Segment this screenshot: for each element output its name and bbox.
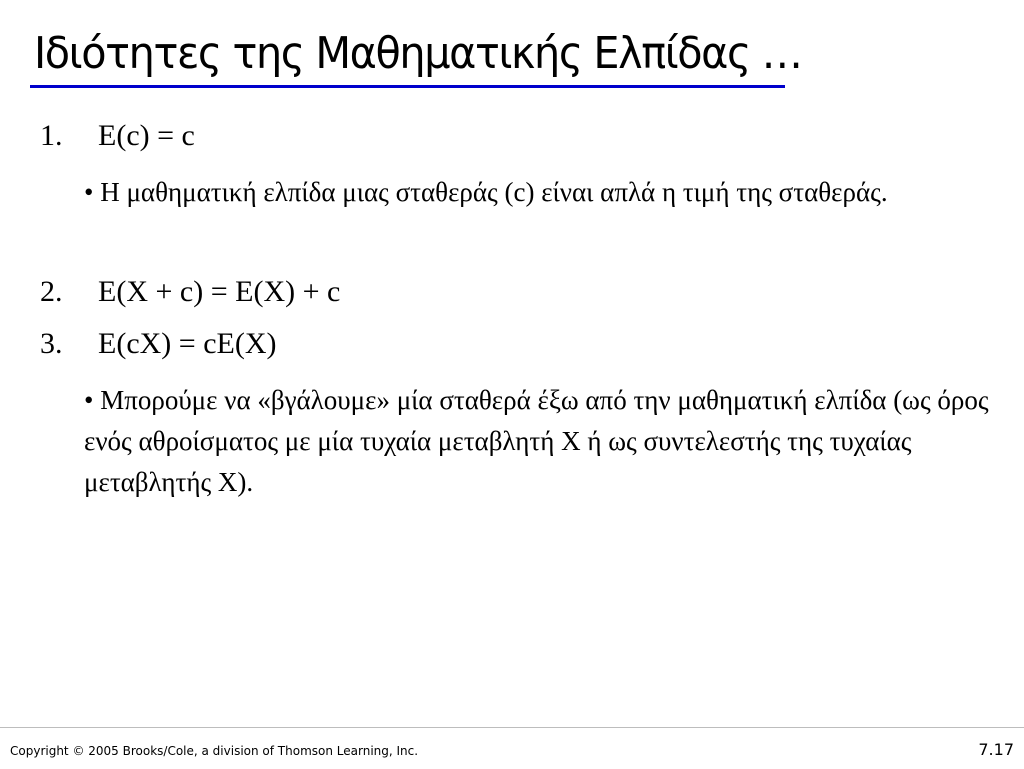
slide-title: Ιδιότητες της Μαθηματικής Ελπίδας … xyxy=(34,28,802,79)
list-item-formula: E(c) = c xyxy=(98,119,195,152)
list-item-note: • Η μαθηματική ελπίδα μιας σταθεράς (c) είναι απλά η τιμή της σταθεράς. xyxy=(84,177,888,207)
list-item-formula: E(X + c) = E(X) + c xyxy=(98,275,341,308)
list-item-3 xyxy=(40,318,1010,370)
list-item-number: 2. xyxy=(40,275,63,308)
title-underline xyxy=(30,85,785,88)
list-item-number: 3. xyxy=(40,327,63,360)
list-item-2 xyxy=(40,266,1010,318)
slide-footer xyxy=(0,727,1024,769)
list-item-1 xyxy=(40,110,1010,162)
list-item-number: 1. xyxy=(40,119,63,152)
list-item-note: • Μπορούμε να «βγάλουμε» μία σταθερά έξω από την μαθηματική ελπίδα (ως όρος ενός αθροίσματος με μία τυχαία μεταβλητή X ή ως συντελεστής της τυχαίας μεταβλητής X). xyxy=(84,385,989,497)
copyright-notice: Copyright © 2005 Brooks/Cole, a division of Thomson Learning, Inc. xyxy=(10,744,419,758)
page-number: 7.17 xyxy=(978,740,1014,759)
slide-content xyxy=(40,110,1010,503)
spacer xyxy=(40,213,1010,266)
list-item-formula: E(cX) = cE(X) xyxy=(98,327,277,360)
